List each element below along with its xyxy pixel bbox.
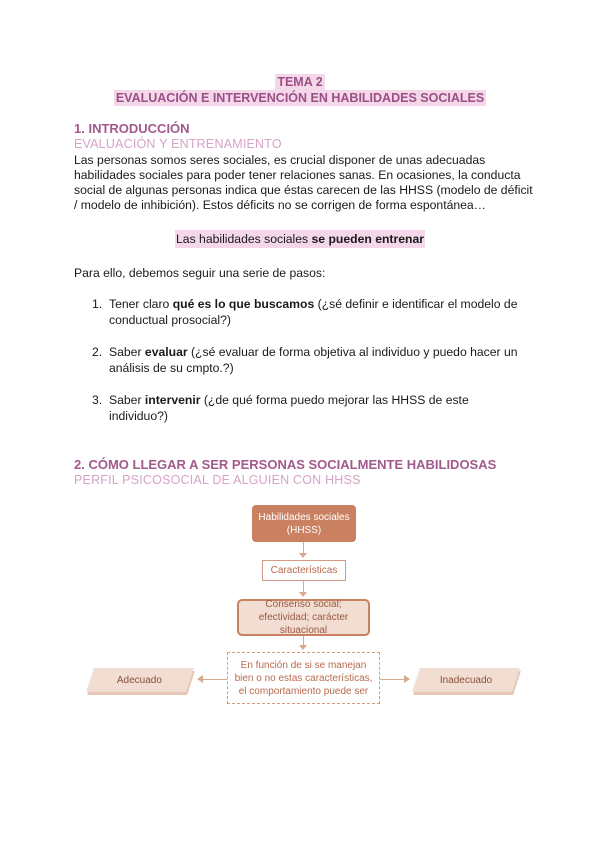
step-text-after: (¿sé evaluar de forma objetiva al individuo y puedo hacer un análisis de su cmpto.?): [109, 345, 518, 375]
tema-label: TEMA 2: [277, 75, 323, 89]
diagram-top-label: Habilidades sociales (HHSS): [258, 511, 350, 536]
arrow-right-icon: [404, 675, 410, 683]
section2-heading: 2. CÓMO LLEGAR A SER PERSONAS SOCIALMENTE HABILIDOSAS: [74, 457, 497, 472]
document-subtitle: [0, 89, 600, 107]
step-text-before: Saber: [109, 393, 145, 407]
step-text-before: Tener claro: [109, 297, 173, 311]
emphasis-highlight: [175, 230, 425, 248]
step-text-bold: qué es lo que buscamos: [172, 297, 315, 311]
connector-line: [203, 679, 227, 680]
diagram-bottom-label: En función de si se manejan bien o no estas características, el comportamiento puede ser: [234, 659, 373, 697]
diagram-right-box: [412, 668, 520, 692]
section2-subheading: PERFIL PSICOSOCIAL DE ALGUIEN CON HHSS: [74, 473, 361, 487]
emphasis-normal: Las habilidades sociales: [176, 232, 312, 246]
section1-heading: 1. INTRODUCCIÓN: [74, 121, 190, 136]
list-text: [109, 344, 524, 376]
diagram-right-label: Inadecuado: [439, 674, 493, 686]
diagram-middle-label: Consenso social; efectividad; carácter situacional: [258, 599, 349, 636]
emphasis-line: [0, 232, 600, 246]
list-text: [109, 296, 524, 328]
steps-intro: Para ello, debemos seguir una serie de pasos:: [74, 266, 326, 280]
diagram-characteristics-label: Características: [270, 565, 338, 576]
diagram-left-label: Adecuado: [117, 674, 163, 686]
arrow-down-icon: [299, 592, 307, 597]
step-text-bold: evaluar: [144, 345, 188, 359]
step-text-after: (¿de qué forma puedo mejorar las HHSS de este individuo?): [109, 393, 469, 423]
diagram-top-box: [252, 505, 356, 542]
connector-line: [380, 679, 404, 680]
arrow-down-icon: [299, 645, 307, 650]
diagram-left-box: [86, 668, 194, 692]
list-number: 2.: [92, 345, 103, 359]
emphasis-bold: se pueden entrenar: [311, 232, 424, 246]
list-number: 1.: [92, 297, 103, 311]
section1-subheading: EVALUACIÓN Y ENTRENAMIENTO: [74, 137, 282, 151]
intro-paragraph: Las personas somos seres sociales, es crucial disponer de unas adecuadas habilidades sociales para poder tener relaciones sanas. En ocasiones, la conducta social de algunas personas indica que éstas carecen de las HHSS (modelo de déficit / modelo de inhibición). Estos déficits no se corrigen de forma espontánea…: [74, 153, 533, 212]
arrow-left-icon: [197, 675, 203, 683]
step-text-after: (¿sé definir e identificar el modelo de conductual prosocial?): [109, 297, 518, 327]
step-text-before: Saber: [109, 345, 145, 359]
list-number: 3.: [92, 393, 103, 407]
diagram-middle-box: [237, 599, 370, 636]
arrow-down-icon: [299, 553, 307, 558]
step-text-bold: intervenir: [144, 393, 201, 407]
diagram-bottom-box: [227, 652, 380, 704]
diagram-characteristics-box: [262, 560, 346, 581]
subtitle-label: EVALUACIÓN E INTERVENCIÓN EN HABILIDADES SOCIALES: [115, 91, 485, 105]
list-text: [109, 392, 524, 424]
